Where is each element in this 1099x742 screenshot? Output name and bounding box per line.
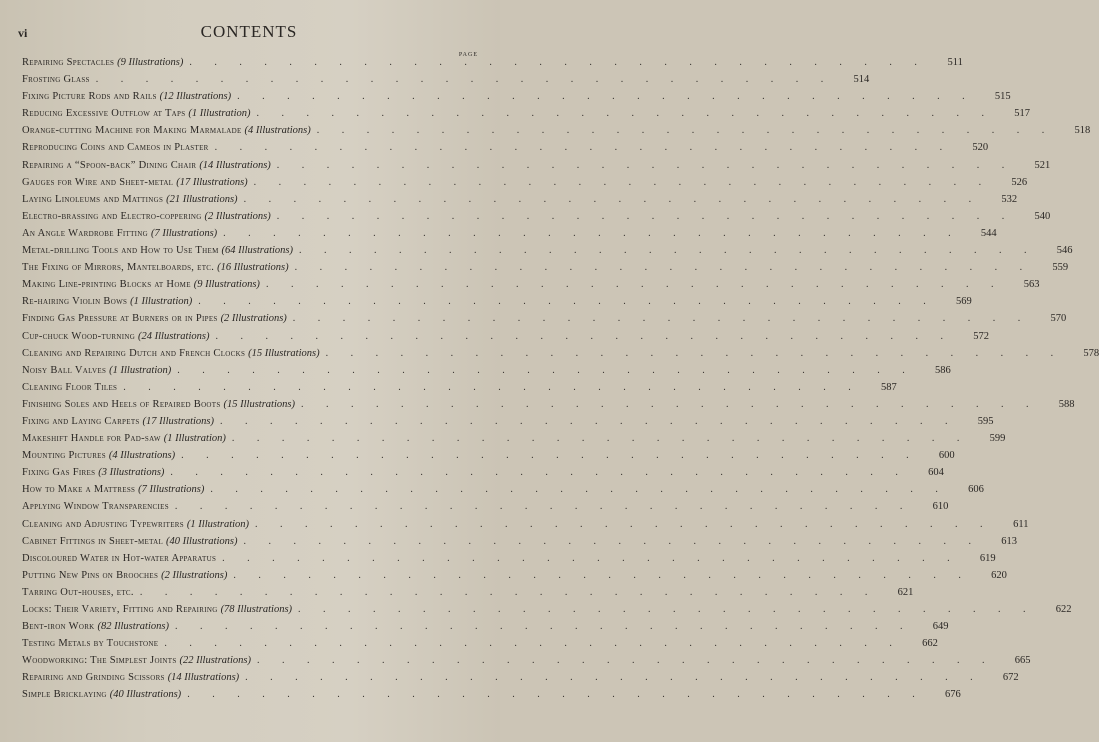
entry-page-number: 588 — [1058, 398, 1075, 410]
entry-title — [22, 570, 227, 581]
entry-title — [22, 450, 175, 461]
entry-page-number: 619 — [979, 552, 996, 564]
entry-title — [22, 467, 164, 478]
entry-title-text: Discoloured Water in Hot-water Apparatus — [22, 552, 217, 564]
entry-illustrations: (17 Illustrations) — [142, 415, 215, 427]
contents-entry — [22, 433, 1006, 450]
entry-page-number: 620 — [991, 569, 1007, 581]
contents-entry — [22, 57, 963, 74]
entry-page-number: 611 — [1013, 518, 1029, 530]
entry-illustrations: (2 Illustrations) — [161, 569, 228, 581]
entry-illustrations: (1 Illustration) — [163, 433, 226, 445]
entry-illustrations: (15 Illustrations) — [223, 398, 295, 410]
contents-entry — [22, 604, 1072, 621]
dot-leader: . . . . . . . . . . . . . . . . . . . . . . . . . . . . . . — [256, 655, 995, 667]
contents-entry — [22, 347, 1099, 365]
entry-title — [22, 177, 248, 188]
entry-illustrations: (9 Illustrations) — [117, 57, 184, 68]
entry-title — [22, 160, 271, 171]
entry-illustrations: (24 Illustrations) — [138, 330, 210, 342]
entry-illustrations: (64 Illustrations) — [221, 245, 294, 257]
entry-title-text: Finishing Soles and Heels of Repaired Boots — [22, 398, 221, 410]
dot-leader: . . . . . . . . . . . . . . . . . . . . . . . . . . . . . . — [243, 193, 982, 205]
entry-page-number: 520 — [972, 142, 989, 154]
entry-page-number: 563 — [1023, 279, 1040, 291]
entry-title — [22, 245, 293, 256]
entry-illustrations: (78 Illustrations) — [220, 604, 293, 615]
entry-title — [22, 365, 171, 376]
entry-illustrations: (16 Illustrations) — [217, 262, 289, 274]
entry-illustrations: (4 Illustrations) — [108, 450, 176, 462]
dot-leader: . . . . . . . . . . . . . . . . . . . . . . . . . . . . . . — [237, 91, 975, 103]
entry-title — [22, 587, 134, 598]
entry-page-number: 526 — [1011, 176, 1028, 188]
dot-leader: . . . . . . . . . . . . . . . . . . . . . . . . . . . . . . — [300, 398, 1039, 410]
entry-page-number: 559 — [1052, 262, 1069, 274]
contents-entry — [22, 91, 1011, 108]
dot-leader: . . . . . . . . . . . . . . . . . . . . . . . . . . . . . . — [123, 381, 861, 393]
entry-title — [22, 108, 251, 119]
entry-title — [22, 313, 287, 324]
dot-leader: . . . . . . . . . . . . . . . . . . . . . . . . . . . . . . — [220, 415, 958, 427]
entry-title-text: Locks: Their Variety, Fitting and Repairing — [22, 604, 218, 615]
entry-page-number: 610 — [932, 501, 949, 513]
dot-leader: . . . . . . . . . . . . . . . . . . . . . . . . . . . . . . — [198, 296, 936, 308]
entry-illustrations: (1 Illustration) — [188, 108, 251, 120]
entry-illustrations: (21 Illustrations) — [166, 193, 238, 205]
dot-leader: . . . . . . . . . . . . . . . . . . . . . . . . . . . . . . — [298, 604, 1036, 615]
entry-title-text: Gauges for Wire and Sheet-metal — [22, 176, 174, 188]
dot-leader: . . . . . . . . . . . . . . . . . . . . . . . . . . . . . . — [174, 621, 913, 633]
contents-entry — [22, 245, 1073, 262]
entry-title — [22, 604, 292, 615]
entry-title — [22, 484, 204, 495]
contents-entry — [22, 450, 955, 467]
contents-entry — [22, 364, 951, 382]
contents-entry — [22, 279, 1040, 296]
entry-title-text: Tarring Out-houses, etc. — [22, 586, 134, 598]
contents-entry — [22, 569, 1007, 587]
contents-entry — [22, 74, 870, 91]
entry-title-text: Noisy Ball Valves — [22, 364, 107, 376]
dot-leader: . . . . . . . . . . . . . . . . . . . . . . . . . . . . . . — [265, 279, 1004, 291]
entry-title-text: Repairing Spectacles — [22, 57, 115, 68]
contents-entry — [22, 262, 1069, 279]
entry-illustrations: (7 Illustrations) — [150, 227, 218, 239]
entry-title-text: Cleaning and Repairing Dutch and French Clocks — [22, 347, 246, 359]
contents-entry — [22, 125, 1091, 142]
entry-title-text: Putting New Pins on Brooches — [22, 569, 159, 581]
entry-title — [22, 536, 237, 547]
contents-entry — [22, 381, 897, 399]
entry-title-text: Fixing Gas Fires — [22, 467, 96, 479]
dot-leader: . . . . . . . . . . . . . . . . . . . . . . . . . . . . . . — [245, 672, 983, 684]
entry-illustrations: (14 Illustrations) — [199, 159, 271, 171]
entry-title-text: Reducing Excessive Outflow at Taps — [22, 108, 186, 120]
entry-illustrations: (12 Illustrations) — [159, 91, 232, 103]
dot-leader: . . . . . . . . . . . . . . . . . . . . . . . . . . . . . . — [294, 262, 1033, 274]
contents-entry — [22, 621, 949, 638]
entry-page-number: 586 — [935, 364, 951, 376]
dot-leader: . . . . . . . . . . . . . . . . . . . . . . . . . . . . . . — [276, 159, 1015, 171]
entry-page-number: 514 — [853, 74, 870, 86]
entry-title-text: Cup-chuck Wood-turning — [22, 330, 136, 342]
dot-leader: . . . . . . . . . . . . . . . . . . . . . . . . . . . . . . — [243, 535, 981, 547]
entry-title — [22, 416, 214, 427]
entry-illustrations: (4 Illustrations) — [244, 125, 311, 137]
entry-page-number: 665 — [1014, 655, 1031, 667]
contents-entry — [22, 518, 1029, 536]
entry-title — [22, 262, 289, 273]
dot-leader: . . . . . . . . . . . . . . . . . . . . . . . . . . . . . . — [253, 176, 992, 188]
entry-page-number: 546 — [1056, 245, 1073, 257]
dot-leader: . . . . . . . . . . . . . . . . . . . . . . . . . . . . . . — [181, 450, 919, 462]
entry-illustrations: (1 Illustration) — [186, 518, 250, 530]
entry-title-text: An Angle Wardrobe Fitting — [22, 227, 149, 239]
entry-title-text: Laying Linoleums and Mattings — [22, 193, 164, 205]
contents-entry — [22, 467, 944, 484]
entry-title — [22, 382, 117, 393]
entry-page-number: 570 — [1050, 313, 1067, 325]
entry-title — [22, 279, 260, 290]
entry-illustrations: (1 Illustration) — [130, 296, 193, 308]
contents-entry — [22, 501, 949, 518]
entry-page-number: 613 — [1001, 535, 1017, 547]
entry-page-number: 676 — [944, 689, 961, 701]
entry-page-number: 544 — [980, 227, 997, 239]
contents-entry — [22, 159, 1051, 177]
contents-entry — [22, 108, 1030, 125]
entry-title — [22, 74, 90, 85]
entry-page-number: 599 — [989, 433, 1006, 445]
contents-entry — [22, 330, 989, 348]
entry-illustrations: (15 Illustrations) — [248, 347, 320, 359]
entry-page-number: 511 — [947, 57, 963, 68]
entry-title — [22, 672, 239, 683]
entry-title-text: Bent-iron Work — [22, 621, 95, 633]
contents-entry — [22, 142, 989, 159]
entry-title — [22, 519, 249, 530]
entry-page-number: 587 — [881, 381, 897, 393]
entry-illustrations: (17 Illustrations) — [176, 176, 248, 188]
dot-leader: . . . . . . . . . . . . . . . . . . . . . . . . . . . . . . — [233, 569, 971, 581]
entry-illustrations: (40 Illustrations) — [166, 535, 238, 547]
entry-title — [22, 57, 183, 68]
dot-leader: . . . . . . . . . . . . . . . . . . . . . . . . . . . . . . — [222, 552, 960, 564]
dot-leader: . . . . . . . . . . . . . . . . . . . . . . . . . . . . . . — [256, 108, 994, 120]
contents-entry — [22, 176, 1028, 194]
contents-entry — [22, 655, 1031, 672]
entry-title-text: Electro-brassing and Electro-coppering — [22, 210, 202, 222]
entry-title — [22, 211, 271, 222]
entry-title-text: Finding Gas Pressure at Burners or in Pipes — [22, 313, 218, 325]
entry-page-number: 540 — [1034, 210, 1051, 222]
entry-title-text: Cabinet Fittings in Sheet-metal — [22, 535, 164, 547]
entry-page-number: 532 — [1001, 193, 1018, 205]
contents-entry — [22, 193, 1018, 211]
entry-page-number: 578 — [1083, 347, 1099, 359]
entry-page-number: 518 — [1074, 125, 1091, 137]
entry-title-text: The Fixing of Mirrors, Mantelboards, etc. — [22, 262, 215, 274]
entry-title — [22, 689, 181, 700]
entry-page-number: 572 — [973, 330, 989, 342]
dot-leader: . . . . . . . . . . . . . . . . . . . . . . . . . . . . . . — [231, 433, 970, 445]
entry-illustrations: (1 Illustration) — [109, 364, 172, 376]
entry-page-number: 622 — [1055, 604, 1072, 615]
dot-leader: . . . . . . . . . . . . . . . . . . . . . . . . . . . . . . — [210, 484, 948, 496]
entry-title-text: Simple Bricklaying — [22, 689, 107, 701]
entry-page-number: 649 — [932, 621, 949, 633]
dot-leader: . . . . . . . . . . . . . . . . . . . . . . . . . . . . . . — [223, 227, 961, 239]
entry-page-number: 662 — [922, 638, 938, 650]
entry-page-number: 672 — [1002, 672, 1019, 684]
contents-entry — [22, 638, 938, 655]
entry-title-text: Reproducing Coins and Cameos in Plaster — [22, 142, 209, 154]
entry-title-text: Cleaning and Adjusting Typewriters — [22, 518, 184, 530]
entry-title-text: Frosting Glass — [22, 74, 90, 86]
contents-entry — [22, 484, 984, 501]
entry-illustrations: (3 Illustrations) — [98, 467, 165, 479]
contents-list — [22, 57, 1099, 707]
entry-illustrations: (14 Illustrations) — [167, 672, 240, 684]
entry-page-number: 569 — [956, 296, 972, 308]
entry-title-text: Metal-drilling Tools and How to Use Them — [22, 245, 219, 257]
dot-leader: . . . . . . . . . . . . . . . . . . . . . . . . . . . . . . — [164, 638, 902, 650]
dot-leader: . . . . . . . . . . . . . . . . . . . . . . . . . . . . . . — [189, 57, 927, 68]
entry-title — [22, 125, 311, 136]
entry-title-text: Mounting Pictures — [22, 450, 106, 462]
entry-title — [22, 91, 231, 102]
entry-illustrations: (2 Illustrations) — [204, 210, 271, 222]
entry-title-text: Orange-cutting Machine for Making Marmalade — [22, 125, 242, 137]
entry-page-number: 595 — [977, 415, 994, 427]
entry-title — [22, 638, 158, 649]
entry-page-number: 604 — [928, 467, 944, 479]
entry-title-text: Woodworking: The Simplest Joints — [22, 655, 177, 667]
entry-illustrations: (2 Illustrations) — [220, 313, 287, 325]
entry-title-text: Re-hairing Violin Bows — [22, 296, 128, 308]
dot-leader: . . . . . . . . . . . . . . . . . . . . . . . . . . . . . . — [139, 586, 878, 598]
page-title: CONTENTS — [200, 22, 298, 41]
entry-title — [22, 331, 209, 342]
entry-title — [22, 655, 251, 666]
entry-illustrations: (22 Illustrations) — [179, 655, 251, 667]
entry-title — [22, 621, 169, 632]
entry-illustrations: (82 Illustrations) — [97, 621, 169, 633]
entry-page-number: 621 — [897, 586, 914, 598]
dot-leader: . . . . . . . . . . . . . . . . . . . . . . . . . . . . . . — [299, 245, 1037, 257]
dot-leader: . . . . . . . . . . . . . . . . . . . . . . . . . . . . . . — [214, 142, 953, 154]
entry-illustrations: (9 Illustrations) — [193, 279, 260, 291]
page-header — [18, 22, 480, 46]
entry-page-number: 515 — [994, 91, 1011, 103]
contents-entry — [22, 586, 914, 604]
contents-entry — [22, 313, 1067, 330]
entry-page-number: 517 — [1014, 108, 1030, 120]
entry-title-text: Fixing and Laying Carpets — [22, 415, 140, 427]
dot-leader: . . . . . . . . . . . . . . . . . . . . . . . . . . . . . . — [215, 330, 953, 342]
entry-title-text: How to Make a Mattress — [22, 484, 136, 496]
page-column-label: PAGE — [458, 52, 478, 58]
entry-illustrations: (7 Illustrations) — [138, 484, 205, 496]
entry-title — [22, 296, 192, 307]
entry-title-text: Making Line-printing Blocks at Home — [22, 279, 191, 291]
entry-title-text: Makeshift Handle for Pad-saw — [22, 433, 161, 445]
contents-entry — [22, 210, 1051, 228]
entry-page-number: 600 — [938, 450, 955, 462]
dot-leader: . . . . . . . . . . . . . . . . . . . . . . . . . . . . . . — [187, 689, 925, 701]
contents-entry — [22, 672, 1019, 689]
dot-leader: . . . . . . . . . . . . . . . . . . . . . . . . . . . . . . — [276, 210, 1015, 222]
contents-entry — [22, 296, 972, 313]
entry-title — [22, 501, 169, 512]
entry-title — [22, 399, 295, 410]
dot-leader: . . . . . . . . . . . . . . . . . . . . . . . . . . . . . . — [316, 125, 1055, 137]
entry-page-number: 521 — [1034, 159, 1051, 171]
contents-entry — [22, 689, 961, 706]
dot-leader: . . . . . . . . . . . . . . . . . . . . . . . . . . . . . . — [95, 74, 834, 86]
contents-entry — [22, 227, 997, 245]
dot-leader: . . . . . . . . . . . . . . . . . . . . . . . . . . . . . . — [325, 347, 1064, 359]
entry-title-text: Repairing a “Spoon-back” Dining Chair — [22, 159, 197, 171]
entry-title — [22, 228, 217, 239]
contents-entry — [22, 415, 994, 433]
entry-title-text: Repairing and Grinding Scissors — [22, 672, 165, 684]
contents-entry — [22, 398, 1075, 416]
contents-entry — [22, 535, 1017, 553]
entry-title — [22, 142, 209, 153]
entry-title-text: Cleaning Floor Tiles — [22, 381, 118, 393]
dot-leader: . . . . . . . . . . . . . . . . . . . . . . . . . . . . . . — [255, 518, 993, 530]
entry-title-text: Applying Window Transparencies — [22, 501, 169, 513]
entry-illustrations: (40 Illustrations) — [109, 689, 182, 701]
page-number: vi — [18, 26, 28, 40]
entry-title — [22, 348, 320, 359]
dot-leader: . . . . . . . . . . . . . . . . . . . . . . . . . . . . . . — [174, 501, 913, 513]
dot-leader: . . . . . . . . . . . . . . . . . . . . . . . . . . . . . . — [170, 467, 908, 479]
entry-title — [22, 553, 216, 564]
entry-title-text: Testing Metals by Touchstone — [22, 638, 159, 650]
entry-page-number: 606 — [968, 484, 984, 496]
entry-title-text: Fixing Picture Rods and Rails — [22, 91, 157, 103]
entry-title — [22, 194, 238, 205]
contents-entry — [22, 552, 996, 570]
dot-leader: . . . . . . . . . . . . . . . . . . . . . . . . . . . . . . — [177, 364, 915, 376]
entry-title — [22, 433, 226, 444]
dot-leader: . . . . . . . . . . . . . . . . . . . . . . . . . . . . . . — [292, 313, 1031, 325]
